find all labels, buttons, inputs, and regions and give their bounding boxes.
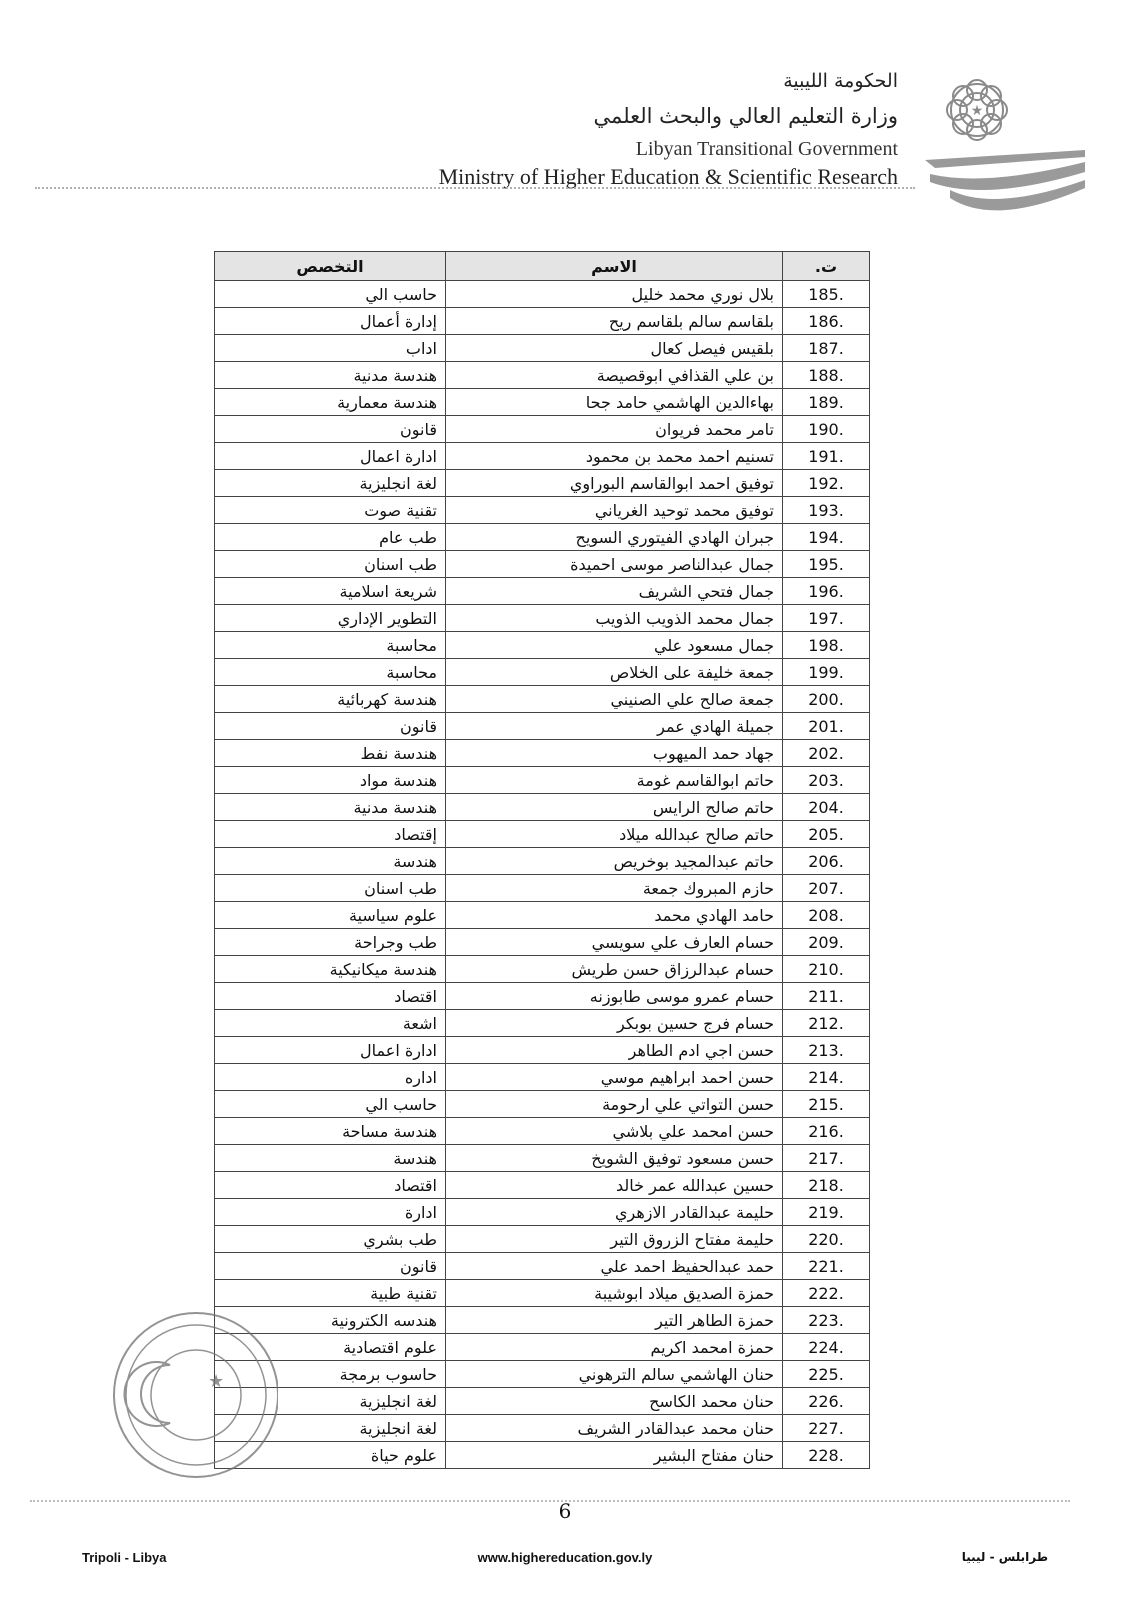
row-name: حمزة الصديق ميلاد ابوشيبة: [446, 1280, 783, 1307]
row-name: حنان محمد عبدالقادر الشريف: [446, 1415, 783, 1442]
column-header-specialty: التخصص: [215, 252, 446, 281]
row-number: 186.: [783, 308, 870, 335]
table-row: [215, 1415, 870, 1442]
row-name: بن علي القذافي ابوقصيصة: [446, 362, 783, 389]
row-specialty: إدارة أعمال: [215, 308, 446, 335]
row-number: 213.: [783, 1037, 870, 1064]
row-name: توفيق محمد توحيد الغرياني: [446, 497, 783, 524]
row-name: حنان الهاشمي سالم الترهوني: [446, 1361, 783, 1388]
table-row: [215, 1037, 870, 1064]
row-specialty: هندسة مدنية: [215, 362, 446, 389]
row-specialty: قانون: [215, 416, 446, 443]
table-row: [215, 902, 870, 929]
row-number: 214.: [783, 1064, 870, 1091]
table-row: [215, 956, 870, 983]
row-specialty: اقتصاد: [215, 1172, 446, 1199]
row-specialty: طب اسنان: [215, 875, 446, 902]
row-specialty: علوم اقتصادية: [215, 1334, 446, 1361]
row-number: 210.: [783, 956, 870, 983]
row-name: توفيق احمد ابوالقاسم البوراوي: [446, 470, 783, 497]
row-specialty: هندسة مواد: [215, 767, 446, 794]
row-name: حسن اجي ادم الطاهر: [446, 1037, 783, 1064]
row-number: 218.: [783, 1172, 870, 1199]
row-number: 219.: [783, 1199, 870, 1226]
row-number: 191.: [783, 443, 870, 470]
row-number: 217.: [783, 1145, 870, 1172]
table-row: [215, 1388, 870, 1415]
table-row: [215, 875, 870, 902]
table-row: [215, 686, 870, 713]
page-number: 6: [558, 1499, 572, 1523]
row-specialty: محاسبة: [215, 659, 446, 686]
row-specialty: قانون: [215, 713, 446, 740]
row-number: 205.: [783, 821, 870, 848]
row-number: 192.: [783, 470, 870, 497]
row-specialty: ادارة: [215, 1199, 446, 1226]
row-name: جبران الهادي الفيتوري السويح: [446, 524, 783, 551]
row-specialty: قانون: [215, 1253, 446, 1280]
table-row: [215, 1118, 870, 1145]
row-specialty: هندسة كهربائية: [215, 686, 446, 713]
row-specialty: اداب: [215, 335, 446, 362]
row-specialty: هندسة مدنية: [215, 794, 446, 821]
row-number: 193.: [783, 497, 870, 524]
row-name: جهاد حمد الميهوب: [446, 740, 783, 767]
row-name: حاتم عبدالمجيد بوخريص: [446, 848, 783, 875]
ministry-logo-icon: [925, 62, 1095, 222]
table-row: [215, 929, 870, 956]
row-specialty: هندسة: [215, 1145, 446, 1172]
row-name: جمعة خليفة على الخلاص: [446, 659, 783, 686]
row-number: 226.: [783, 1388, 870, 1415]
table-row: [215, 1199, 870, 1226]
table-row: [215, 416, 870, 443]
table-row: [215, 605, 870, 632]
row-specialty: ادارة اعمال: [215, 443, 446, 470]
row-number: 216.: [783, 1118, 870, 1145]
row-number: 224.: [783, 1334, 870, 1361]
row-number: 215.: [783, 1091, 870, 1118]
table-row: [215, 1064, 870, 1091]
row-specialty: هندسة معمارية: [215, 389, 446, 416]
row-name: حسن امحمد علي بلاشي: [446, 1118, 783, 1145]
table-row: [215, 740, 870, 767]
table-row: [215, 389, 870, 416]
table-row: [215, 632, 870, 659]
row-number: 223.: [783, 1307, 870, 1334]
table-row: [215, 1361, 870, 1388]
table-row: [215, 1226, 870, 1253]
column-header-name: الاسم: [446, 252, 783, 281]
row-number: 198.: [783, 632, 870, 659]
row-name: حنان محمد الكاسح: [446, 1388, 783, 1415]
row-specialty: اقتصاد: [215, 983, 446, 1010]
table-row: [215, 1010, 870, 1037]
row-specialty: طب وجراحة: [215, 929, 446, 956]
table-row: [215, 551, 870, 578]
row-number: 196.: [783, 578, 870, 605]
row-specialty: محاسبة: [215, 632, 446, 659]
table-row: [215, 767, 870, 794]
table-row: [215, 983, 870, 1010]
row-number: 220.: [783, 1226, 870, 1253]
table-row: [215, 713, 870, 740]
row-specialty: هندسة نفط: [215, 740, 446, 767]
row-name: حسام فرج حسين بوبكر: [446, 1010, 783, 1037]
row-specialty: علوم حياة: [215, 1442, 446, 1469]
header-divider: [35, 187, 915, 189]
row-name: جمال فتحي الشريف: [446, 578, 783, 605]
students-table: [214, 251, 870, 1469]
official-stamp-icon: [108, 1305, 278, 1490]
table-row: [215, 821, 870, 848]
row-specialty: تقنية طبية: [215, 1280, 446, 1307]
row-number: 204.: [783, 794, 870, 821]
table-row: [215, 1307, 870, 1334]
row-number: 190.: [783, 416, 870, 443]
row-name: بلقيس فيصل كعال: [446, 335, 783, 362]
row-name: حليمة عبدالقادر الازهري: [446, 1199, 783, 1226]
row-number: 187.: [783, 335, 870, 362]
row-name: حاتم صالح عبدالله ميلاد: [446, 821, 783, 848]
row-name: حمزة الطاهر التير: [446, 1307, 783, 1334]
table-row: [215, 1442, 870, 1469]
row-name: حسن التواتي علي ارحومة: [446, 1091, 783, 1118]
row-name: حنان مفتاح البشير: [446, 1442, 783, 1469]
row-name: جمال مسعود علي: [446, 632, 783, 659]
svg-text:★: ★: [970, 103, 984, 119]
row-number: 228.: [783, 1442, 870, 1469]
footer-website: www.highereducation.gov.ly: [477, 1550, 653, 1565]
row-number: 211.: [783, 983, 870, 1010]
table-row: [215, 470, 870, 497]
row-name: حسن مسعود توفيق الشويخ: [446, 1145, 783, 1172]
row-name: بلال نوري محمد خليل: [446, 281, 783, 308]
row-specialty: شريعة اسلامية: [215, 578, 446, 605]
row-name: حسن احمد ابراهيم موسي: [446, 1064, 783, 1091]
row-name: تامر محمد فريوان: [446, 416, 783, 443]
row-name: حسين عبدالله عمر خالد: [446, 1172, 783, 1199]
table-row: [215, 362, 870, 389]
row-specialty: تقنية صوت: [215, 497, 446, 524]
row-specialty: حاسب الي: [215, 281, 446, 308]
row-name: بهاءالدين الهاشمي حامد جحا: [446, 389, 783, 416]
svg-text:★: ★: [208, 1371, 225, 1392]
row-name: حسام عبدالرزاق حسن طريش: [446, 956, 783, 983]
table-row: [215, 281, 870, 308]
row-number: 188.: [783, 362, 870, 389]
row-number: 201.: [783, 713, 870, 740]
footer-city-english: Tripoli - Libya: [82, 1550, 167, 1565]
row-number: 189.: [783, 389, 870, 416]
row-name: حامد الهادي محمد: [446, 902, 783, 929]
row-specialty: هندسة مساحة: [215, 1118, 446, 1145]
row-name: تسنيم احمد محمد بن محمود: [446, 443, 783, 470]
header-government-english: Libyan Transitional Government: [635, 138, 898, 160]
row-number: 208.: [783, 902, 870, 929]
header-ministry-english: Ministry of Higher Education & Scientific Research: [438, 164, 898, 189]
row-name: حمزة امحمد اكريم: [446, 1334, 783, 1361]
row-name: حازم المبروك جمعة: [446, 875, 783, 902]
row-number: 207.: [783, 875, 870, 902]
row-name: بلقاسم سالم بلقاسم ريح: [446, 308, 783, 335]
row-number: 195.: [783, 551, 870, 578]
row-specialty: طب عام: [215, 524, 446, 551]
row-specialty: التطوير الإداري: [215, 605, 446, 632]
table-row: [215, 1334, 870, 1361]
row-name: جمال عبدالناصر موسى احميدة: [446, 551, 783, 578]
row-name: حسام عمرو موسى طابوزنه: [446, 983, 783, 1010]
row-name: حليمة مفتاح الزروق التير: [446, 1226, 783, 1253]
table-row: [215, 794, 870, 821]
row-number: 227.: [783, 1415, 870, 1442]
row-number: 185.: [783, 281, 870, 308]
row-number: 194.: [783, 524, 870, 551]
row-name: حاتم ابوالقاسم غومة: [446, 767, 783, 794]
column-header-number: ت.: [783, 252, 870, 281]
table-row: [215, 1253, 870, 1280]
header-government-arabic: الحكومة الليبية: [783, 70, 898, 92]
table-row: [215, 659, 870, 686]
row-specialty: اشعة: [215, 1010, 446, 1037]
footer-city-arabic: طرابلس - ليبيا: [961, 1550, 1048, 1564]
row-specialty: هندسة ميكانيكية: [215, 956, 446, 983]
row-number: 199.: [783, 659, 870, 686]
row-number: 221.: [783, 1253, 870, 1280]
row-number: 197.: [783, 605, 870, 632]
row-specialty: إقتصاد: [215, 821, 446, 848]
table-header-row: [215, 252, 870, 281]
row-number: 200.: [783, 686, 870, 713]
row-specialty: هندسة: [215, 848, 446, 875]
table-row: [215, 497, 870, 524]
row-number: 225.: [783, 1361, 870, 1388]
table-row: [215, 1280, 870, 1307]
row-number: 212.: [783, 1010, 870, 1037]
row-number: 203.: [783, 767, 870, 794]
table-row: [215, 443, 870, 470]
row-specialty: طب اسنان: [215, 551, 446, 578]
row-specialty: لغة انجليزية: [215, 470, 446, 497]
row-number: 202.: [783, 740, 870, 767]
row-number: 206.: [783, 848, 870, 875]
table-row: [215, 1172, 870, 1199]
row-specialty: طب بشري: [215, 1226, 446, 1253]
row-specialty: علوم سياسية: [215, 902, 446, 929]
row-specialty: حاسوب برمجة: [215, 1361, 446, 1388]
row-name: جميلة الهادي عمر: [446, 713, 783, 740]
table-row: [215, 524, 870, 551]
table-row: [215, 578, 870, 605]
row-specialty: لغة انجليزية: [215, 1415, 446, 1442]
table-row: [215, 1145, 870, 1172]
table-row: [215, 335, 870, 362]
row-number: 222.: [783, 1280, 870, 1307]
table-row: [215, 848, 870, 875]
row-specialty: حاسب الي: [215, 1091, 446, 1118]
row-specialty: هندسه الكترونية: [215, 1307, 446, 1334]
row-specialty: ادارة اعمال: [215, 1037, 446, 1064]
row-number: 209.: [783, 929, 870, 956]
row-name: جمال محمد الذويب الذويب: [446, 605, 783, 632]
row-name: حاتم صالح الرايس: [446, 794, 783, 821]
table-row: [215, 308, 870, 335]
row-specialty: اداره: [215, 1064, 446, 1091]
header-ministry-arabic: وزارة التعليم العالي والبحث العلمي: [593, 104, 898, 128]
row-name: حمد عبدالحفيظ احمد علي: [446, 1253, 783, 1280]
table-row: [215, 1091, 870, 1118]
row-specialty: لغة انجليزية: [215, 1388, 446, 1415]
row-name: حسام العارف علي سويسي: [446, 929, 783, 956]
row-name: جمعة صالح علي الصنيني: [446, 686, 783, 713]
